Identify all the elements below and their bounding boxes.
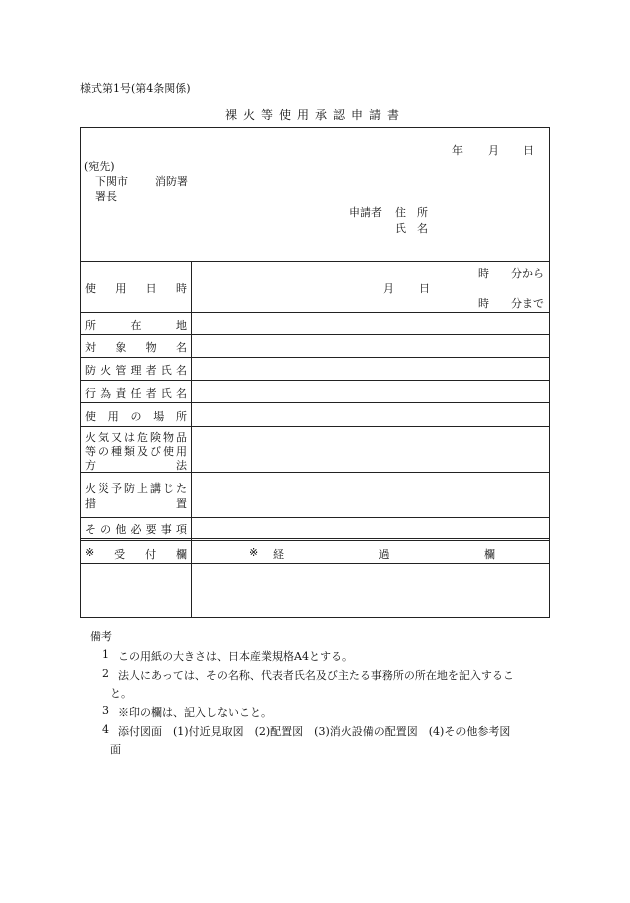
other-label bbox=[85, 521, 187, 537]
note-2-text: 法人にあっては、その名称、代表者氏名及び主たる事務所の所在地を記入するこ bbox=[118, 669, 514, 682]
location-label bbox=[85, 317, 187, 333]
label-char: 等 bbox=[85, 445, 96, 458]
label-char: 講 bbox=[150, 482, 161, 495]
label-char: 任 bbox=[130, 387, 142, 400]
label-char: 者 bbox=[145, 364, 157, 377]
label-char: 予 bbox=[111, 482, 122, 495]
label-char: ※ bbox=[85, 546, 95, 559]
label-char: 所 bbox=[176, 410, 187, 423]
label-char: 受 bbox=[114, 548, 126, 561]
addressee-city: 下関市 bbox=[95, 175, 128, 188]
fire-manager-label bbox=[85, 362, 187, 378]
label-char: 理 bbox=[130, 364, 142, 377]
applicant-label: 申請者 bbox=[349, 206, 382, 219]
label-char: 防 bbox=[85, 364, 96, 377]
label-char: 及 bbox=[137, 445, 148, 458]
label-char: 方 bbox=[85, 459, 96, 472]
progress-label bbox=[273, 546, 495, 562]
label-char: 地 bbox=[176, 319, 187, 332]
label-char: 名 bbox=[175, 364, 187, 377]
label-char: 物 bbox=[145, 341, 157, 354]
addressee-office: 消防署 bbox=[155, 175, 188, 188]
label-char: 名 bbox=[175, 341, 187, 354]
label-char: 項 bbox=[175, 523, 187, 536]
label-char: 用 bbox=[107, 410, 119, 423]
label-char: の bbox=[98, 445, 109, 458]
fire-method-label-3 bbox=[85, 457, 187, 473]
note-3-number: 3 bbox=[102, 704, 109, 717]
label-char: 時 bbox=[175, 282, 187, 295]
label-char: 欄 bbox=[484, 548, 495, 561]
label-char: 象 bbox=[115, 341, 127, 354]
usage-day-label: 日 bbox=[419, 282, 430, 295]
note-2-continuation: と。 bbox=[110, 687, 132, 700]
from-minute-label: 分から bbox=[511, 267, 544, 280]
label-char: 用 bbox=[115, 282, 127, 295]
form-number: 様式第1号(第4条関係) bbox=[80, 82, 191, 95]
label-char: 危 bbox=[137, 431, 148, 444]
label-char: び bbox=[150, 445, 161, 458]
label-char: 又 bbox=[111, 431, 122, 444]
label-char: 経 bbox=[273, 548, 284, 561]
label-char: 行 bbox=[85, 387, 96, 400]
label-char: 要 bbox=[145, 523, 157, 536]
label-char: 法 bbox=[176, 459, 187, 472]
label-char: 気 bbox=[98, 431, 109, 444]
target-label bbox=[85, 339, 187, 355]
label-char: 険 bbox=[150, 431, 161, 444]
label-char: 種 bbox=[111, 445, 122, 458]
from-hour-label: 時 bbox=[478, 267, 489, 280]
label-char: 氏 bbox=[160, 364, 172, 377]
prevention-label-2 bbox=[85, 495, 187, 511]
note-4-number: 4 bbox=[102, 723, 109, 736]
label-char: 使 bbox=[163, 445, 174, 458]
to-hour-label: 時 bbox=[478, 297, 489, 310]
progress-mark: ※ bbox=[249, 546, 259, 559]
document-title: 裸火等使用承認申請書 bbox=[224, 108, 405, 122]
reception-label bbox=[85, 546, 187, 562]
to-minute-label: 分まで bbox=[511, 297, 544, 310]
usage-datetime-label bbox=[85, 280, 187, 296]
label-char: 者 bbox=[145, 387, 157, 400]
label-char: 災 bbox=[98, 482, 109, 495]
label-char: 防 bbox=[124, 482, 135, 495]
label-char: 責 bbox=[115, 387, 127, 400]
label-char: 物 bbox=[163, 431, 174, 444]
label-char: 使 bbox=[85, 410, 96, 423]
label-char: じ bbox=[163, 482, 174, 495]
note-4-text: 添付図面 (1)付近見取図 (2)配置図 (3)消火設備の配置図 (4)その他参考図 bbox=[118, 725, 511, 738]
label-char: そ bbox=[85, 523, 96, 536]
usage-month-label: 月 bbox=[383, 282, 394, 295]
label-char: 日 bbox=[145, 282, 157, 295]
label-char: 事 bbox=[160, 523, 172, 536]
label-char: 過 bbox=[378, 548, 390, 561]
note-4-continuation: 面 bbox=[110, 743, 121, 756]
label-char: 名 bbox=[175, 387, 187, 400]
label-char: 火 bbox=[85, 482, 96, 495]
label-char: 用 bbox=[176, 445, 187, 458]
label-char: 品 bbox=[176, 431, 187, 444]
day-label: 日 bbox=[523, 144, 534, 157]
name-label: 氏 名 bbox=[395, 222, 428, 235]
label-char: 管 bbox=[115, 364, 127, 377]
note-1-text: この用紙の大きさは、日本産業規格A4とする。 bbox=[118, 650, 353, 663]
label-char: 措 bbox=[85, 497, 96, 510]
label-char: 使 bbox=[85, 282, 96, 295]
label-char: の bbox=[130, 410, 142, 423]
responsible-label bbox=[85, 385, 187, 401]
prevention-label-1 bbox=[85, 480, 187, 496]
label-char: た bbox=[176, 482, 187, 495]
label-char: 火 bbox=[100, 364, 112, 377]
label-char: 付 bbox=[145, 548, 157, 561]
label-char: 類 bbox=[124, 445, 135, 458]
label-char: 置 bbox=[176, 497, 187, 510]
label-char: 火 bbox=[85, 431, 96, 444]
note-1-number: 1 bbox=[102, 648, 109, 661]
label-char: 場 bbox=[153, 410, 165, 423]
addressee-title: 署長 bbox=[95, 190, 117, 203]
notes-heading: 備考 bbox=[90, 630, 112, 643]
label-char: の bbox=[100, 523, 112, 536]
label-char: 為 bbox=[100, 387, 112, 400]
label-char: 他 bbox=[115, 523, 127, 536]
label-char: 在 bbox=[130, 319, 142, 332]
label-char: 所 bbox=[85, 319, 96, 332]
label-char: 氏 bbox=[160, 387, 172, 400]
application-form-table bbox=[80, 127, 550, 618]
note-3-text: ※印の欄は、記入しないこと。 bbox=[118, 706, 272, 719]
label-char: 上 bbox=[137, 482, 148, 495]
month-label: 月 bbox=[488, 144, 499, 157]
year-label: 年 bbox=[452, 144, 463, 157]
label-char: は bbox=[124, 431, 135, 444]
label-char: 対 bbox=[85, 341, 96, 354]
label-char: 必 bbox=[130, 523, 142, 536]
place-label bbox=[85, 408, 187, 424]
label-char: 欄 bbox=[175, 548, 187, 561]
addressee-label: (宛先) bbox=[84, 160, 115, 173]
note-2-number: 2 bbox=[102, 667, 109, 680]
address-label: 住 所 bbox=[395, 206, 428, 219]
